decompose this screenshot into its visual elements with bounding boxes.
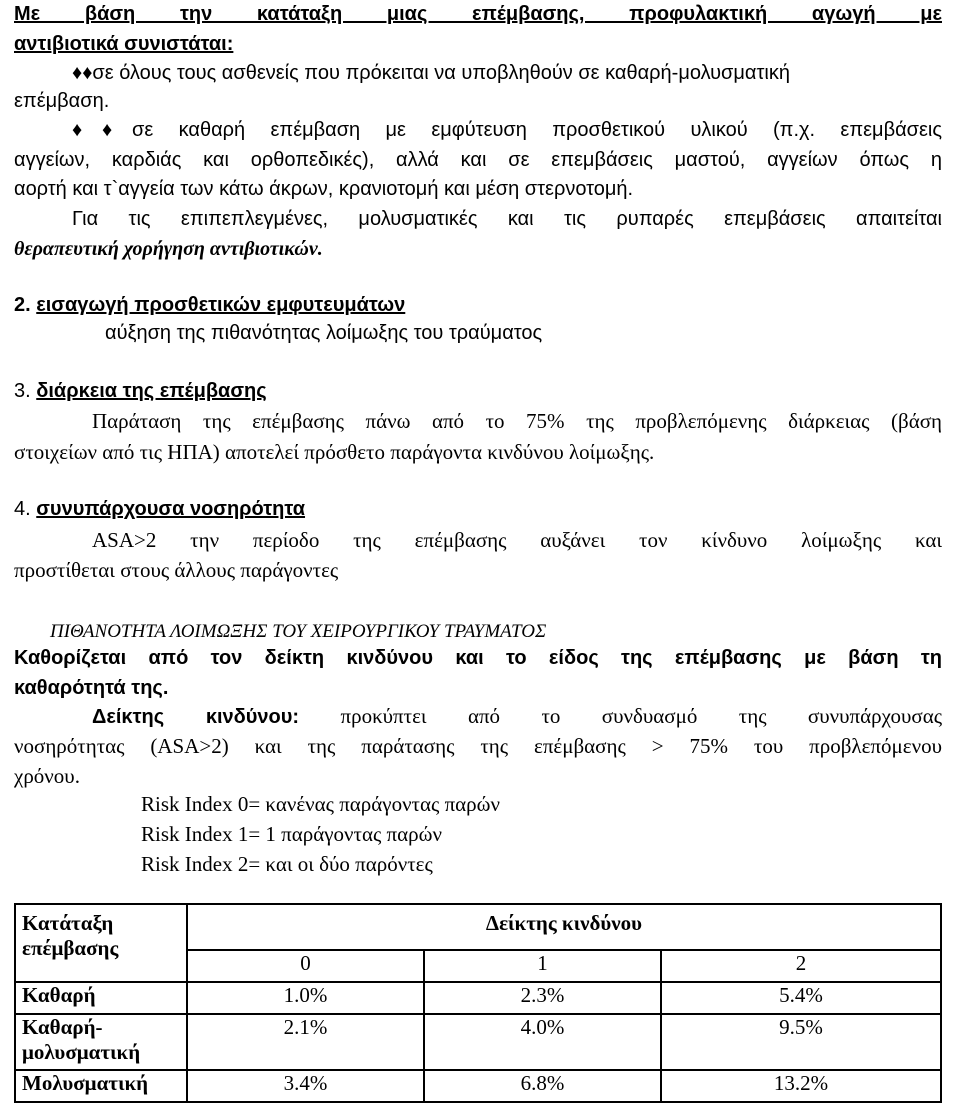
table-header-row bbox=[15, 904, 941, 950]
table-cell: 6.8% bbox=[424, 1070, 661, 1102]
risk-index-item-2: Risk Index 2= και οι δύο παρόντες bbox=[141, 852, 433, 876]
table-cell: 4.0% bbox=[424, 1014, 661, 1070]
section-3-line-1: Παράταση της επέμβασης πάνω από το 75% της προβλεπόμενης διάρκειας (βάση bbox=[92, 409, 942, 433]
section-4-heading: 4. συνυπάρχουσα νοσηρότητα bbox=[14, 498, 306, 520]
bullet-2-line-2: αγγείων, καρδιάς και ορθοπεδικές), αλλά και σε επεμβάσεις μαστού, αγγείων όπως η bbox=[14, 149, 942, 171]
section-3-line-2: στοιχείων από τις ΗΠΑ) αποτελεί πρόσθετο παράγοντα κινδύνου λοίμωξης. bbox=[14, 440, 655, 464]
table-cell: 13.2% bbox=[661, 1070, 941, 1102]
bullet-1-line-1: ♦♦σε όλους τους ασθενείς που πρόκειται να υποβληθούν σε καθαρή-μολυσματική bbox=[72, 62, 790, 84]
section-2-heading: 2. εισαγωγή προσθετικών εμφυτευμάτων bbox=[14, 294, 406, 316]
table-cell: 5.4% bbox=[661, 982, 941, 1014]
table-cell: 3.4% bbox=[187, 1070, 424, 1102]
table-index-cell: 2 bbox=[661, 950, 941, 982]
probability-title: ΠΙΘΑΝΟΤΗΤΑ ΛΟΙΜΩΞΗΣ ΤΟΥ ΧΕΙΡΟΥΡΓΙΚΟΥ ΤΡΑΥΜΑΤΟΣ bbox=[50, 621, 547, 642]
section-4-line-2: προστίθεται στους άλλους παράγοντες bbox=[14, 558, 339, 582]
bullet-2-line-1: ♦♦σε καθαρή επέμβαση με εμφύτευση προσθετικού υλικού (π.χ. επεμβάσεις bbox=[72, 119, 942, 141]
table-cell: 2.1% bbox=[187, 1014, 424, 1070]
risk-index-item-0: Risk Index 0= κανένας παράγοντας παρών bbox=[141, 792, 500, 816]
infection-risk-table bbox=[14, 903, 942, 1103]
table-index-cell: 0 bbox=[187, 950, 424, 982]
table-row bbox=[15, 1014, 941, 1070]
table-row bbox=[15, 1070, 941, 1102]
section-2-text: αύξηση της πιθανότητας λοίμωξης του τραύματος bbox=[105, 322, 543, 344]
diamond-bullet-icon: ♦♦ bbox=[72, 62, 93, 84]
table-row-label: Μολυσματική bbox=[15, 1070, 187, 1102]
risk-index-definition-line-3: χρόνου. bbox=[14, 764, 80, 788]
risk-index-definition-line-1: Δείκτης κινδύνου: προκύπτει από το συνδυασμό της συνυπάρχουσας bbox=[92, 704, 943, 728]
probability-bold-line-1: Καθορίζεται από τον δείκτη κινδύνου και το είδος της επέμβασης με βάση τη bbox=[14, 647, 942, 669]
section-3-heading: 3. διάρκεια της επέμβασης bbox=[14, 380, 267, 402]
section-2-title: εισαγωγή προσθετικών εμφυτευμάτων bbox=[36, 294, 406, 316]
table-index-cell: 1 bbox=[424, 950, 661, 982]
bullet-1-line-2: επέμβαση. bbox=[14, 90, 110, 112]
section-3-title: διάρκεια της επέμβασης bbox=[36, 380, 267, 402]
table-row bbox=[15, 982, 941, 1014]
table-col-header: Κατάταξη επέμβασης bbox=[15, 904, 187, 982]
table-cell: 1.0% bbox=[187, 982, 424, 1014]
table-cell: 2.3% bbox=[424, 982, 661, 1014]
table-row-label: Καθαρή-μολυσματική bbox=[15, 1014, 187, 1070]
bullet-2-line-3: αορτή και τ`αγγεία των κάτω άκρων, κρανιοτομή και μέση στερνοτομή. bbox=[14, 178, 634, 200]
risk-index-label: Δείκτης κινδύνου: bbox=[92, 706, 300, 728]
table-row-label: Καθαρή bbox=[15, 982, 187, 1014]
intro-heading-line-2: αντιβιοτικά συνιστάται: bbox=[14, 33, 234, 55]
section-4-line-1: ASA>2 την περίοδο της επέμβασης αυξάνει τον κίνδυνο λοίμωξης και bbox=[92, 528, 942, 552]
diamond-bullet-icon: ♦♦ bbox=[72, 119, 133, 141]
therapy-note-line-2: θεραπευτική χορήγηση αντιβιοτικών. bbox=[14, 238, 323, 260]
therapy-note-line-1: Για τις επιπεπλεγμένες, μολυσματικές και τις ρυπαρές επεμβάσεις απαιτείται bbox=[72, 208, 942, 230]
probability-bold-line-2: καθαρότητά της. bbox=[14, 677, 169, 699]
section-4-title: συνυπάρχουσα νοσηρότητα bbox=[36, 498, 306, 520]
risk-index-definition-line-2: νοσηρότητας (ASA>2) και της παράτασης της επέμβασης > 75% του προβλεπόμενου bbox=[14, 734, 942, 758]
risk-index-item-1: Risk Index 1= 1 παράγοντας παρών bbox=[141, 822, 442, 846]
intro-heading-line-1: Με βάση την κατάταξη μιας επέμβασης, προφυλακτική αγωγή με bbox=[14, 3, 942, 25]
table-cell: 9.5% bbox=[661, 1014, 941, 1070]
table-group-header: Δείκτης κινδύνου bbox=[187, 904, 941, 950]
